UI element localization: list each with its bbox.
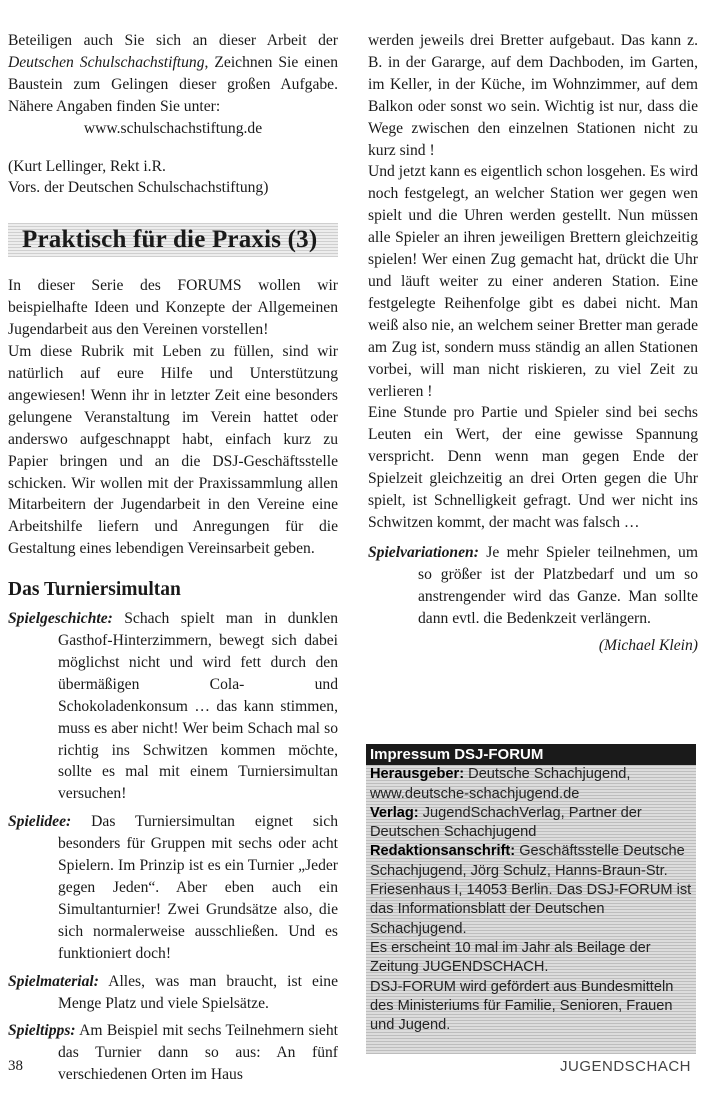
right-column	[368, 30, 698, 657]
section-heading: Praktisch für die Praxis (3)	[22, 226, 318, 254]
entry-spielgeschichte: Spielgeschichte: Schach spielt man in dunklen Gasthof-Hinterzimmern, bewegt sich dabei möglichst nicht und wird fett durch den übermäßigen Cola- und Schokoladenkonsum … das kann stimmen, muss es aber nicht! Wer beim Schach mal so richtig ins Schwitzen kommen möchte, sollte es mal mit einem Turniersimultan versuchen!	[8, 610, 338, 803]
right-paragraph-1: werden jeweils drei Bretter aufgebaut. Das kann z. B. in der Gararge, auf dem Dachboden, im Garten, im Keller, in der Küche, im Wohnzimmer, auf dem Balkon oder sonst wo sein. Wichtig ist nur, dass die Wege zwischen den einzelnen Stationen nicht zu kurz sind !	[368, 32, 698, 159]
foundation-name: Deutschen Schulschachstiftung	[8, 53, 205, 71]
right-paragraph-3: Eine Stunde pro Partie und Spieler sind bei sechs Leuten ein Wert, der eine gewisse Spannung verspricht. Denn wenn man gegen Ende der Spielzeit gleichzeitig an drei Orten gegen die Uhr spielt, ist Schnelligkeit gefragt. Und wer nicht ins Schwitzen kommt, der macht was falsch …	[368, 404, 698, 531]
impressum-title: Impressum DSJ-FORUM	[366, 744, 696, 765]
impressum-verlag: Verlag: JugendSchachVerlag, Partner der Deutschen Schachjugend	[370, 804, 642, 841]
entry-spielvariationen: Spielvariationen: Je mehr Spieler teilnehmen, um so größer ist der Platzbedarf und um so anstrengender wird das Ganze. Man sollte dann evtl. die Bedenkzeit verlängern.	[368, 543, 698, 627]
impressum-publisher: Herausgeber: Deutsche Schachjugend, www.deutsche-schachjugend.de	[370, 766, 631, 802]
section-heading-bar	[8, 223, 338, 257]
page-number: 38	[8, 1058, 23, 1074]
impressum-box	[366, 744, 696, 1054]
article-author: (Michael Klein)	[598, 637, 698, 655]
impressum-frequency: Es erscheint 10 mal im Jahr als Beilage der Zeitung JUGENDSCHACH.	[370, 939, 651, 976]
impressum-funding: DSJ-FORUM wird gefördert aus Bundesmitteln des Ministeriums für Familie, Senioren, Frauen und Jugend.	[370, 978, 674, 1034]
signature-line-1: (Kurt Lellinger, Rekt i.R.	[8, 157, 166, 175]
intro-paragraph-2: Um diese Rubrik mit Leben zu füllen, sind wir natürlich auf eure Hilfe und Unterstützung angewiesen! Wenn ihr in letzter Zeit eine besonders gelungene Veranstaltung im Verein hattet oder anderswo aufgeschnappt habt, einfach kurz zu Papier bringen und an die DSJ-Geschäftsstelle schicken. Wir wollen mit der Praxissammlung allen Mitarbeitern der Jugendarbeit in den Vereine eine Arbeitshilfe liefern und Anregungen für die Gestaltung eines lebendigen Vereinsarbeit geben.	[8, 343, 338, 558]
intro-paragraph-1: In dieser Serie des FORUMS wollen wir beispielhafte Ideen und Konzepte der Allgemeinen Jugendarbeit aus den Vereinen vorstellen!	[8, 277, 338, 339]
opening-paragraph: Beteiligen auch Sie sich an dieser Arbeit der Deutschen Schulschachstiftung, Zeichnen Sie einen Baustein zum Gelingen dieser großen Aufgabe. Nähere Angaben finden Sie unter:	[8, 32, 338, 115]
game-title: Das Turniersimultan	[8, 579, 181, 601]
entry-spieltipps: Spieltipps: Am Beispiel mit sechs Teilnehmern sieht das Turnier dann so aus: An fünf verschiedenen Orten im Haus	[8, 1022, 338, 1084]
entry-spielidee: Spielidee: Das Turniersimultan eignet sich besonders für Gruppen mit sechs oder acht Spielern. Im Prinzip ist es ein Turnier „Jeder gegen Jeden“. Aber eben auch ein Simultanturnier! Zwei Grundsätze also, die sich normalerweise ausschließen. Und es funktioniert doch!	[8, 813, 338, 962]
left-column	[8, 30, 338, 1092]
right-paragraph-2: Und jetzt kann es eigentlich schon losgehen. Es wird noch festgelegt, an welcher Station wer gegen wen spielt und die Uhren werden gestellt. Nun müssen alle Spieler an ihren jeweiligen Brettern gleichzeitig spielen! Wer einen Zug gemacht hat, drückt die Uhr und läuft weiter zu einer anderen Station. Eine festgelegte Reihenfolge gibt es dabei nicht. Man weiß also nie, an welchem seiner Bretter man gerade am Zug ist, sondern muss ständig an allen Stationen vorbei, will man nicht riskieren, zu viel Zeit zu verlieren !	[368, 163, 698, 400]
foundation-url: www.schulschachstiftung.de	[83, 119, 263, 137]
magazine-name: JUGENDSCHACH	[560, 1058, 692, 1075]
impressum-address: Redaktionsanschrift: Geschäftsstelle Deutsche Schachjugend, Jörg Schulz, Hanns-Braun-Str. Friesenhaus I, 14053 Berlin. Das DSJ-FORUM ist das Informationsblatt der Deutschen Schachjugend.	[370, 843, 692, 937]
entry-spielmaterial: Spielmaterial: Alles, was man braucht, ist eine Menge Platz und viele Spielsätze.	[8, 972, 338, 1012]
signature-line-2: Vors. der Deutschen Schulschachstiftung)	[8, 179, 269, 197]
